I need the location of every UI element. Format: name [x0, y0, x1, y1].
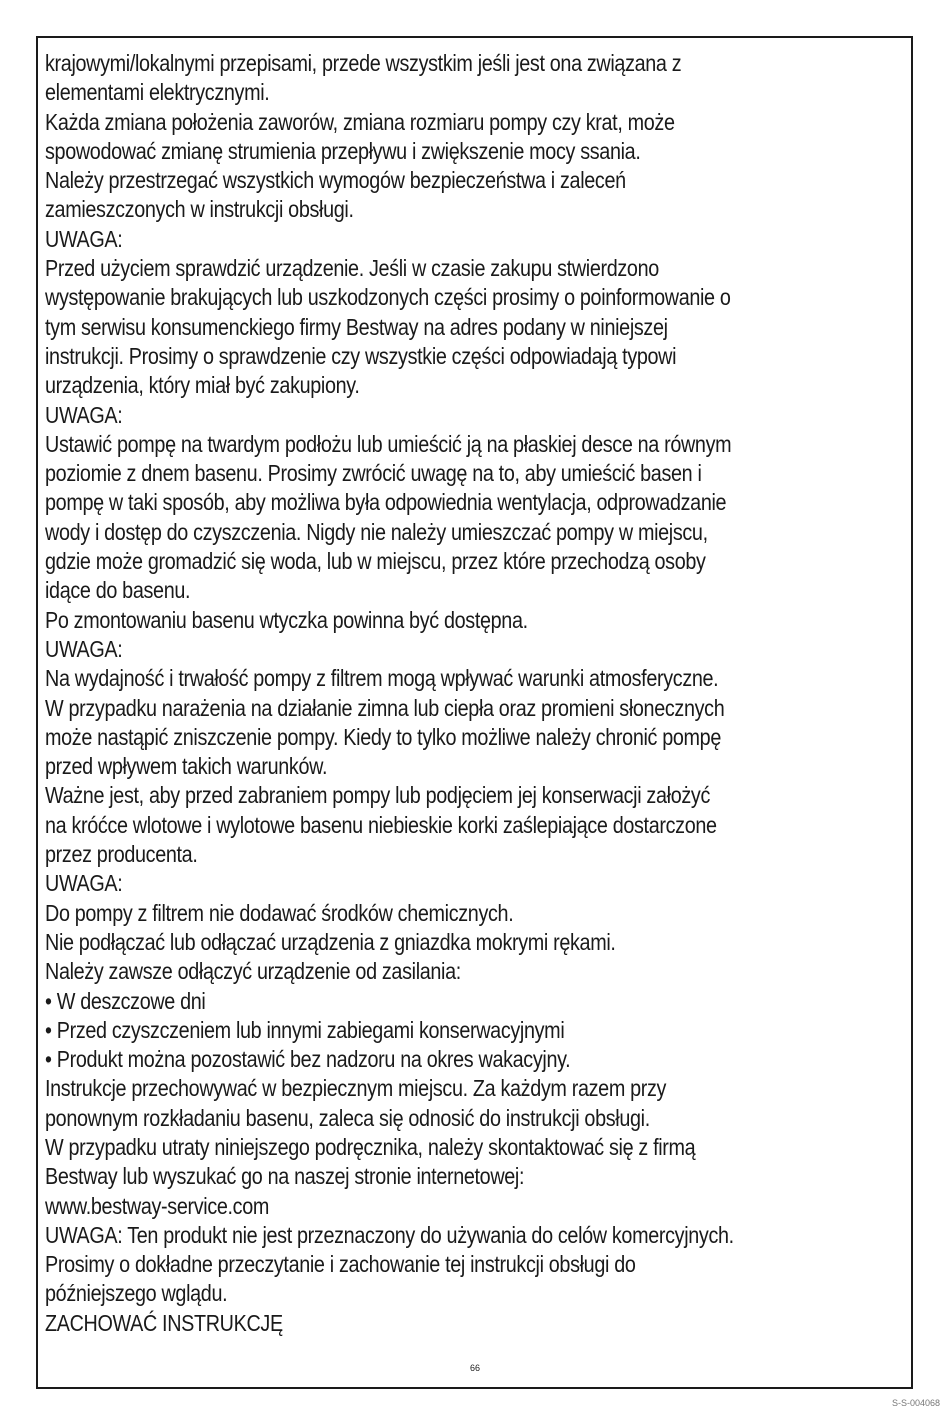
text-line: występowanie brakujących lub uszkodzonych części prosimy o poinformowanie o: [45, 284, 731, 311]
text-line: • Przed czyszczeniem lub innymi zabiegami konserwacyjnymi: [45, 1016, 565, 1043]
text-line: Każda zmiana położenia zaworów, zmiana rozmiaru pompy czy krat, może: [45, 108, 675, 135]
text-line: UWAGA: Ten produkt nie jest przeznaczony do używania do celów komercyjnych.: [45, 1221, 734, 1248]
text-line: elementami elektrycznymi.: [45, 79, 270, 106]
text-line: UWAGA:: [45, 225, 123, 252]
text-line: idące do basenu.: [45, 577, 191, 604]
text-line: pompę w taki sposób, aby możliwa była odpowiednia wentylacja, odprowadzanie: [45, 489, 727, 516]
text-line: Należy zawsze odłączyć urządzenie od zasilania:: [45, 958, 461, 985]
text-line: przez producenta.: [45, 841, 198, 868]
text-line: Należy przestrzegać wszystkich wymogów bezpieczeństwa i zaleceń: [45, 167, 626, 194]
text-line: • W deszczowe dni: [45, 987, 206, 1014]
text-line: gdzie może gromadzić się woda, lub w miejscu, przez które przechodzą osoby: [45, 548, 706, 575]
text-line: UWAGA:: [45, 870, 123, 897]
document-code: S-S-004068: [891, 1398, 940, 1408]
text-line: zamieszczonych w instrukcji obsługi.: [45, 196, 354, 223]
text-line: Ustawić pompę na twardym podłożu lub umieścić ją na płaskiej desce na równym: [45, 430, 732, 457]
text-line: krajowymi/lokalnymi przepisami, przede wszystkim jeśli jest ona związana z: [45, 50, 682, 76]
text-line: Prosimy o dokładne przeczytanie i zachowanie tej instrukcji obsługi do: [45, 1251, 636, 1278]
text-line: poziomie z dnem basenu. Prosimy zwrócić uwagę na to, aby umieścić basen i: [45, 460, 702, 487]
text-line: Po zmontowaniu basenu wtyczka powinna być dostępna.: [45, 606, 528, 633]
text-line: przed wpływem takich warunków.: [45, 753, 328, 780]
text-line: może nastąpić zniszczenie pompy. Kiedy to tylko możliwe należy chronić pompę: [45, 723, 722, 750]
text-line: tym serwisu konsumenckiego firmy Bestway na adres podany w niniejszej: [45, 313, 668, 340]
text-line: późniejszego wglądu.: [45, 1280, 228, 1307]
text-line: na króćce wlotowe i wylotowe basenu niebieskie korki zaślepiające dostarczone: [45, 811, 717, 838]
text-line: wody i dostęp do czyszczenia. Nigdy nie należy umieszczać pompy w miejscu,: [45, 518, 708, 545]
text-line: Na wydajność i trwałość pompy z filtrem mogą wpływać warunki atmosferyczne.: [45, 665, 719, 692]
text-line: spowodować zmianę strumienia przepływu i zwiększenie mocy ssania.: [45, 137, 641, 164]
text-line: W przypadku narażenia na działanie zimna lub ciepła oraz promieni słonecznych: [45, 694, 725, 721]
text-line: ponownym rozkładaniu basenu, zaleca się odnosić do instrukcji obsługi.: [45, 1104, 650, 1131]
text-line: • Produkt można pozostawić bez nadzoru na okres wakacyjny.: [45, 1046, 571, 1073]
text-line: Przed użyciem sprawdzić urządzenie. Jeśli w czasie zakupu stwierdzono: [45, 255, 659, 282]
text-line: Instrukcje przechowywać w bezpiecznym miejscu. Za każdym razem przy: [45, 1075, 667, 1102]
text-line: Bestway lub wyszukać go na naszej stronie internetowej:: [45, 1163, 525, 1190]
text-line: ZACHOWAĆ INSTRUKCJĘ: [45, 1309, 283, 1336]
text-line: instrukcji. Prosimy o sprawdzenie czy wszystkie części odpowiadają typowi: [45, 342, 677, 369]
text-line: Nie podłączać lub odłączać urządzenia z gniazdka mokrymi rękami.: [45, 928, 616, 955]
page-number: 66: [469, 1363, 480, 1373]
text-line: UWAGA:: [45, 635, 123, 662]
text-line: Do pompy z filtrem nie dodawać środków chemicznych.: [45, 899, 514, 926]
text-line: W przypadku utraty niniejszego podręcznika, należy skontaktować się z firmą: [45, 1133, 696, 1160]
text-line: urządzenia, który miał być zakupiony.: [45, 372, 360, 399]
text-line: UWAGA:: [45, 401, 123, 428]
text-line: www.bestway-service.com: [45, 1192, 270, 1219]
text-line: Ważne jest, aby przed zabraniem pompy lub podjęciem jej konserwacji założyć: [45, 782, 710, 809]
instruction-text-body: [45, 49, 905, 1338]
